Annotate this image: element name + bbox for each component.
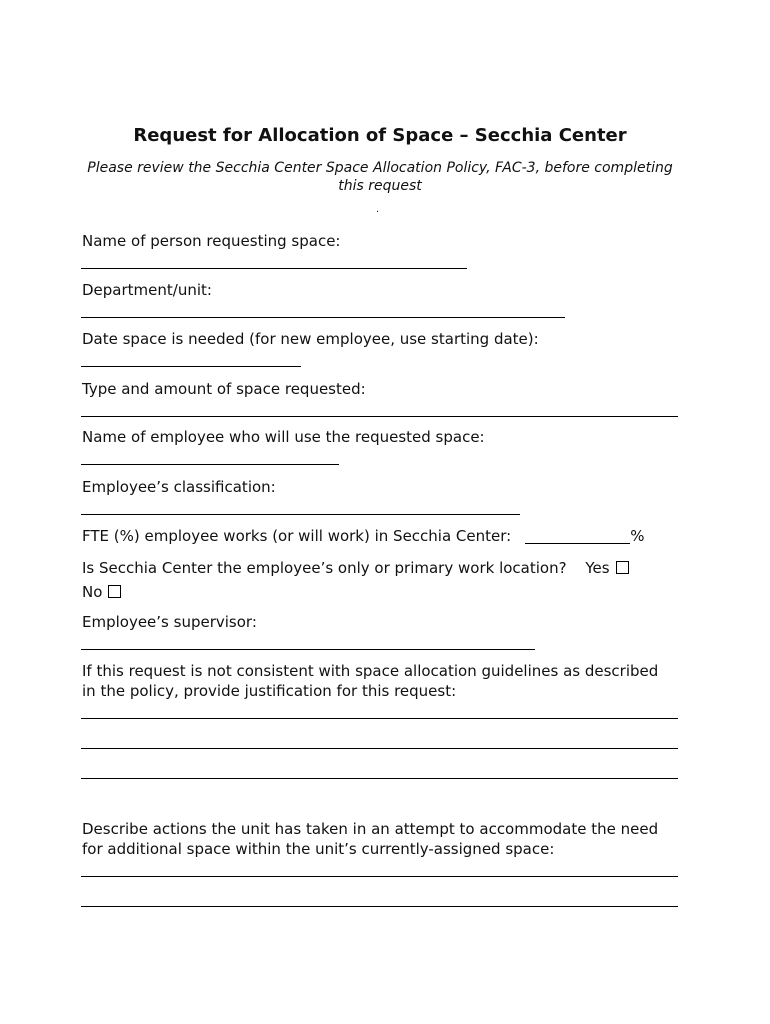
date-needed-label: Date space is needed (for new employee, use starting date): [82,330,539,348]
actions-field-line-1[interactable] [81,876,678,877]
actions-label-line-1: Describe actions the unit has taken in an attempt to accommodate the need [82,820,659,838]
yes-checkbox[interactable] [616,561,629,574]
justification-field-line-1[interactable] [81,718,678,719]
justification-label-line-1: If this request is not consistent with space allocation guidelines as described [82,662,659,680]
department-label: Department/unit: [82,281,212,299]
employee-name-field[interactable] [81,464,339,465]
classification-field[interactable] [81,514,520,515]
supervisor-label: Employee’s supervisor: [82,613,257,631]
justification-label-line-2: in the policy, provide justification for this request: [82,682,457,700]
fte-unit: % [630,527,645,545]
employee-name-label: Name of employee who will use the requested space: [82,428,485,446]
primary-location-label: Is Secchia Center the employee’s only or primary work location? [82,559,567,577]
actions-label-line-2: for additional space within the unit’s currently-assigned space: [82,840,555,858]
justification-field-line-3[interactable] [81,778,678,779]
justification-field-line-2[interactable] [81,748,678,749]
classification-label: Employee’s classification: [82,478,276,496]
requester-field[interactable] [81,268,467,269]
requester-label: Name of person requesting space: [82,232,341,250]
supervisor-field[interactable] [81,649,535,650]
space-type-label: Type and amount of space requested: [82,380,366,398]
no-label: No [82,583,103,601]
primary-location-row [82,558,629,578]
fte-field[interactable] [525,529,630,544]
fte-label: FTE (%) employee works (or will work) in Secchia Center: [82,527,512,545]
department-field[interactable] [81,317,565,318]
no-checkbox[interactable] [108,585,121,598]
actions-field-line-2[interactable] [81,906,678,907]
yes-label: Yes [585,559,610,577]
form-subtitle: Please review the Secchia Center Space Allocation Policy, FAC-3, before completing this request [87,160,673,194]
space-type-field[interactable] [81,416,678,417]
date-needed-field[interactable] [81,366,301,367]
fte-row [82,526,644,546]
separator-dot: . [376,204,380,215]
no-row [82,582,121,602]
form-title: Request for Allocation of Space – Secchia Center [133,125,627,146]
